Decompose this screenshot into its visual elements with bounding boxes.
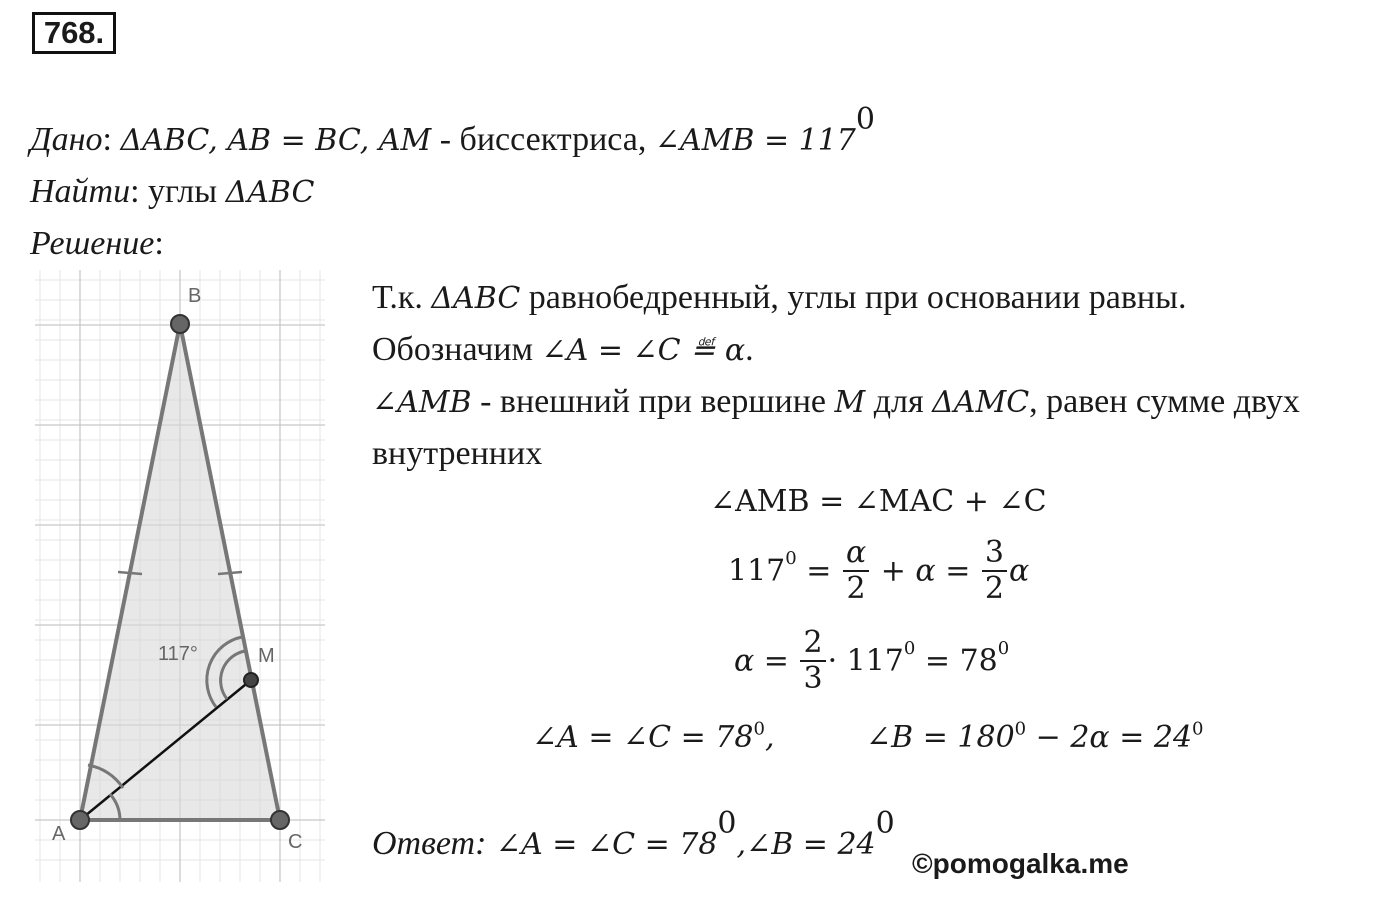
given-text: - биссектриса, xyxy=(431,121,655,158)
eq3-eq: = 78 xyxy=(915,643,998,679)
given-line: Дано: ΔABC, AB = BC, AM - биссектриса, ∠AMB = $117^0$ xyxy=(30,102,875,158)
p1-text-b: равнобедренный, углы при основании равны. xyxy=(520,279,1187,316)
p3-text-a: - внешний при вершине xyxy=(471,383,835,420)
find-math: ΔABC xyxy=(225,175,315,210)
eq3-lhs: α = xyxy=(734,643,799,679)
p2-math: ∠A = ∠C ≝ α xyxy=(541,333,746,368)
eq3-frac-den: 3 xyxy=(800,660,825,696)
p1-math: ΔABC xyxy=(431,281,521,316)
eq2-mid: + α = xyxy=(871,553,980,589)
paragraph-line-3 xyxy=(372,382,1300,423)
triangle-figure xyxy=(30,270,330,890)
equation-4b xyxy=(866,720,1204,755)
eq4b-sup1: 0 xyxy=(1014,718,1027,740)
p2-text-a: Обозначим xyxy=(372,331,542,368)
equation-2 xyxy=(728,536,1029,606)
answer-math-2: ,∠B = 24 xyxy=(736,827,876,862)
eq2-frac2-den: 2 xyxy=(982,570,1007,606)
p3-math-b: M xyxy=(834,385,866,420)
point-m xyxy=(244,673,258,687)
find-line xyxy=(30,172,314,213)
eq4b-sup2: 0 xyxy=(1192,718,1204,740)
problem-number: 768. xyxy=(32,12,116,54)
eq2-lhs: 117 xyxy=(728,553,786,589)
point-c xyxy=(271,811,289,829)
answer-line xyxy=(372,806,895,865)
answer-sup-1: 0 xyxy=(717,806,737,841)
p3-math-c: ΔAMC xyxy=(932,385,1030,420)
eq2-frac2 xyxy=(982,536,1007,606)
given-label: Дано xyxy=(30,121,103,158)
angle-label: 117° xyxy=(158,643,198,665)
label-m: M xyxy=(258,645,275,667)
eq3-sup1: 0 xyxy=(903,638,916,659)
eq2-eq: = xyxy=(796,553,841,589)
eq3-mid: · 117 xyxy=(827,643,904,679)
eq4a-tail: , xyxy=(764,720,775,755)
paragraph-line-4 xyxy=(372,434,542,474)
eq3-frac-num: 2 xyxy=(803,625,823,660)
given-sup: 0 xyxy=(855,102,875,137)
answer-sup-2: 0 xyxy=(875,806,895,841)
eq2-frac1-num: α xyxy=(845,535,867,570)
paragraph-line-1 xyxy=(372,278,1186,319)
given-math-1: ΔABC, AB = BC, AM xyxy=(120,123,432,158)
solution-line: Решение: xyxy=(30,225,164,262)
eq4b-mid: − 2α = 24 xyxy=(1026,720,1193,755)
answer-math-1: ∠A = ∠C = 78 xyxy=(486,827,718,862)
eq2-tail: α xyxy=(1008,553,1030,589)
eq2-frac1 xyxy=(843,536,869,606)
p3-text-c: , равен сумме двух xyxy=(1029,383,1300,420)
equation-3 xyxy=(734,626,1009,696)
label-a: A xyxy=(52,823,66,845)
p3-text-b: для xyxy=(865,383,933,420)
solution-label: Решение xyxy=(30,225,155,262)
find-label: Найти xyxy=(30,173,131,210)
eq2-frac1-den: 2 xyxy=(843,570,869,606)
eq3-frac xyxy=(800,626,825,696)
label-b: B xyxy=(188,285,202,307)
answer-label: Ответ: xyxy=(372,825,487,862)
p1-text-a: Т.к. xyxy=(372,279,432,316)
paragraph-line-2 xyxy=(372,330,754,371)
p3-math-a: ∠AMB xyxy=(372,385,472,420)
p4-text: внутренних xyxy=(372,435,543,472)
label-c: C xyxy=(288,831,303,853)
equation-4a xyxy=(532,720,774,755)
point-a xyxy=(71,811,89,829)
given-math-2: ∠AMB = 117 xyxy=(654,123,856,158)
p2-text-b: . xyxy=(745,331,754,368)
eq3-sup2: 0 xyxy=(997,638,1010,659)
eq4b-text: ∠B = 180 xyxy=(866,720,1015,755)
eq2-sup: 0 xyxy=(785,548,797,569)
eq2-frac2-num: 3 xyxy=(984,535,1004,570)
eq1-text: ∠AMB = ∠MAC + ∠C xyxy=(710,484,1047,519)
triangle-fill xyxy=(80,324,280,820)
point-b xyxy=(171,315,189,333)
eq4a-sup: 0 xyxy=(753,718,765,740)
find-text: : углы xyxy=(130,173,226,210)
watermark: ©pomogalka.me xyxy=(912,848,1129,879)
eq4a-text: ∠A = ∠C = 78 xyxy=(532,720,754,755)
